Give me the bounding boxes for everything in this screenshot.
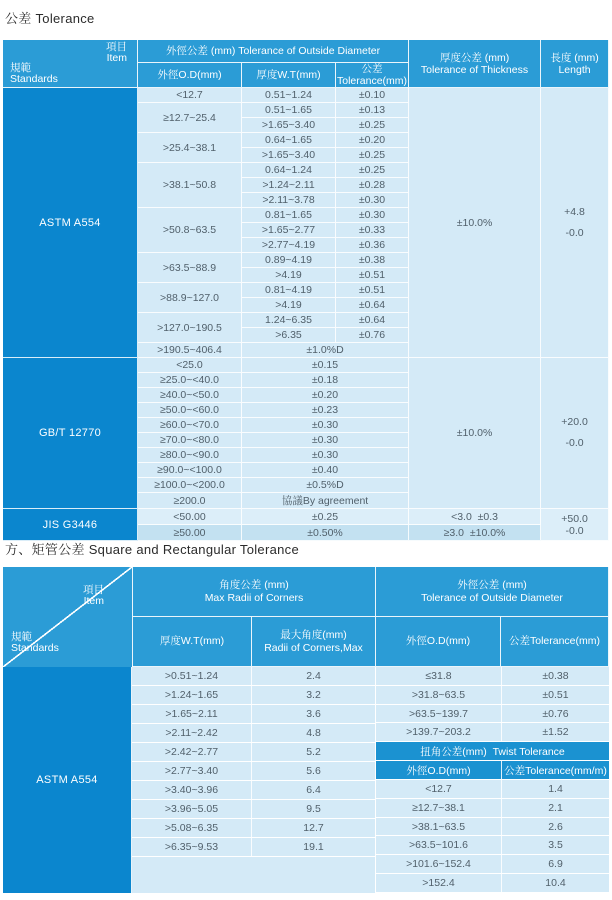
od-range-cell: >139.7~203.2 bbox=[376, 723, 501, 741]
length-value: -0.0 bbox=[565, 437, 584, 449]
thickness-tolerance-cell: <3.0 ±0.3 bbox=[409, 509, 541, 525]
od-range-cell: >31.8~63.5 bbox=[376, 686, 501, 704]
twist-tolerance-cell: 6.9 bbox=[501, 855, 609, 873]
radii-value-cell: 12.7 bbox=[251, 819, 375, 837]
length-value: +50.0 bbox=[561, 512, 588, 525]
twist-tolerance-cell: 3.5 bbox=[501, 836, 609, 854]
table-row bbox=[3, 358, 609, 373]
twist-subheader-row bbox=[376, 761, 609, 780]
wt-range-cell: >5.08~6.35 bbox=[132, 819, 251, 837]
table-row bbox=[376, 874, 609, 893]
tolerance-cell: ±0.13 bbox=[336, 103, 409, 118]
wt-range-cell: 0.64~1.65 bbox=[242, 133, 336, 148]
wt-radii-pane bbox=[132, 667, 375, 893]
tolerance-cell: ±0.23 bbox=[242, 403, 409, 418]
od-range-cell: >63.5~101.6 bbox=[376, 836, 501, 854]
wt-range-cell: >1.24~1.65 bbox=[132, 686, 251, 704]
tolerance-cell: ±0.18 bbox=[242, 373, 409, 388]
tolerance-cell: ±0.10 bbox=[336, 88, 409, 103]
table2-header bbox=[3, 567, 609, 667]
od-column-header: 外徑O.D(mm) bbox=[138, 63, 242, 88]
tolerance-column-header: 公差Tolerance(mm) bbox=[336, 63, 409, 88]
table-row bbox=[376, 836, 609, 855]
radii-value-cell: 6.4 bbox=[251, 781, 375, 799]
length-tolerance-cell bbox=[541, 358, 609, 509]
wt-range-cell: 0.51~1.24 bbox=[242, 88, 336, 103]
od-range-cell: ≥90.0~<100.0 bbox=[138, 463, 242, 478]
twist-tolerance-cell: 2.6 bbox=[501, 818, 609, 836]
tolerance-cell: ±0.64 bbox=[336, 298, 409, 313]
od-range-cell: >101.6~152.4 bbox=[376, 855, 501, 873]
tolerance-cell: ±0.30 bbox=[242, 418, 409, 433]
od-range-cell: >127.0~190.5 bbox=[138, 313, 242, 343]
wt-range-cell: >2.77~3.40 bbox=[132, 762, 251, 780]
standard-cell: ASTM A554 bbox=[3, 667, 132, 893]
length-tolerance-cell bbox=[541, 88, 609, 358]
table2-corner-cell bbox=[3, 567, 133, 667]
wt-range-cell: >1.24~2.11 bbox=[242, 178, 336, 193]
tolerance-cell: ±0.25 bbox=[336, 118, 409, 133]
thickness-tolerance-cell: ±10.0% bbox=[409, 358, 541, 509]
radii-value-cell: 3.2 bbox=[251, 686, 375, 704]
radii-column-header: 最大角度(mm) Radii of Corners,Max bbox=[252, 617, 376, 667]
standard-cell: JIS G3446 bbox=[3, 509, 138, 541]
od-range-cell: <12.7 bbox=[376, 780, 501, 798]
wt-range-cell: 0.51~1.65 bbox=[242, 103, 336, 118]
radii-value-cell: 5.2 bbox=[251, 743, 375, 761]
tolerance-cell: ±0.20 bbox=[242, 388, 409, 403]
od-range-cell: <50.00 bbox=[138, 509, 242, 525]
table-row bbox=[376, 705, 609, 724]
tolerance-cell: 協議By agreement bbox=[242, 493, 409, 509]
wt-range-cell: >2.42~2.77 bbox=[132, 743, 251, 761]
tolerance-column-header: 公差Tolerance(mm/m) bbox=[501, 761, 609, 779]
wt-range-cell: >6.35 bbox=[242, 328, 336, 343]
wt-column-header: 厚度W.T(mm) bbox=[133, 617, 252, 667]
wt-range-cell: >2.11~3.78 bbox=[242, 193, 336, 208]
od-range-cell: >38.1~63.5 bbox=[376, 818, 501, 836]
radii-value-cell: 9.5 bbox=[251, 800, 375, 818]
twist-tolerance-header bbox=[376, 742, 609, 761]
od-range-cell: ≥200.0 bbox=[138, 493, 242, 509]
od-range-cell: >190.5~406.4 bbox=[138, 343, 242, 358]
wt-range-cell: 1.24~6.35 bbox=[242, 313, 336, 328]
tolerance-cell: ±0.51 bbox=[336, 268, 409, 283]
tolerance-cell: ±0.20 bbox=[336, 133, 409, 148]
wt-range-cell: 0.64~1.24 bbox=[242, 163, 336, 178]
tolerance-cell: ±0.30 bbox=[242, 448, 409, 463]
standard-cell: ASTM A554 bbox=[3, 88, 138, 358]
wt-range-cell: >2.11~2.42 bbox=[132, 724, 251, 742]
tolerance-column-header: 公差Tolerance(mm) bbox=[501, 617, 609, 667]
radii-value-cell: 2.4 bbox=[251, 667, 375, 685]
od-range-cell: ≥60.0~<70.0 bbox=[138, 418, 242, 433]
table2-body bbox=[3, 667, 609, 893]
wt-range-cell: >1.65~3.40 bbox=[242, 148, 336, 163]
wt-range-cell: >2.77~4.19 bbox=[242, 238, 336, 253]
wt-range-cell: >3.40~3.96 bbox=[132, 781, 251, 799]
tolerance-cell: ±0.28 bbox=[336, 178, 409, 193]
od-tolerance-pane bbox=[375, 667, 609, 893]
tolerance-cell: ±1.52 bbox=[501, 723, 609, 741]
tolerance-cell: ±0.50% bbox=[242, 525, 409, 541]
table-row bbox=[3, 509, 609, 525]
table-row bbox=[376, 780, 609, 799]
wt-range-cell: >3.96~5.05 bbox=[132, 800, 251, 818]
table1-corner-cell bbox=[3, 40, 138, 88]
wt-range-cell: >4.19 bbox=[242, 298, 336, 313]
table-row bbox=[376, 723, 609, 742]
radii-group-header: 角度公差 (mm) Max Radii of Corners bbox=[133, 567, 376, 617]
length-value: +4.8 bbox=[564, 205, 585, 218]
tolerance-cell: ±0.38 bbox=[336, 253, 409, 268]
tolerance-cell: ±0.36 bbox=[336, 238, 409, 253]
wt-range-cell: >0.51~1.24 bbox=[132, 667, 251, 685]
tolerance-cell: ±0.25 bbox=[336, 163, 409, 178]
tolerance-cell: ±0.33 bbox=[336, 223, 409, 238]
od-range-cell: ≤31.8 bbox=[376, 667, 501, 685]
od-range-cell: >63.5~88.9 bbox=[138, 253, 242, 283]
tolerance-cell: ±0.30 bbox=[242, 433, 409, 448]
corner-standards-label: 規範 Standards bbox=[10, 62, 58, 85]
twist-tolerance-cell: 10.4 bbox=[501, 874, 609, 892]
table-row bbox=[132, 800, 375, 819]
section-title-tolerance: 公差 Tolerance bbox=[5, 11, 95, 26]
od-range-cell: ≥70.0~<80.0 bbox=[138, 433, 242, 448]
od-column-header: 外徑O.D(mm) bbox=[376, 761, 501, 779]
length-tolerance-cell bbox=[541, 509, 609, 541]
tolerance-cell: ±0.76 bbox=[336, 328, 409, 343]
tolerance-cell: ±0.25 bbox=[336, 148, 409, 163]
od-range-cell: >38.1~50.8 bbox=[138, 163, 242, 208]
od-range-cell: ≥40.0~<50.0 bbox=[138, 388, 242, 403]
table-row bbox=[376, 799, 609, 818]
od-range-cell: >63.5~139.7 bbox=[376, 705, 501, 723]
od-range-cell: >152.4 bbox=[376, 874, 501, 892]
empty-cell bbox=[132, 857, 375, 893]
table-row bbox=[132, 838, 375, 857]
wt-range-cell: >4.19 bbox=[242, 268, 336, 283]
tolerance-cell: ±0.30 bbox=[336, 193, 409, 208]
tolerance-cell: ±0.38 bbox=[501, 667, 609, 685]
od-range-cell: >88.9~127.0 bbox=[138, 283, 242, 313]
twist-tolerance-cell: 1.4 bbox=[501, 780, 609, 798]
tolerance-cell: ±0.76 bbox=[501, 705, 609, 723]
od-range-cell: ≥100.0~<200.0 bbox=[138, 478, 242, 493]
tolerance-table bbox=[3, 40, 609, 541]
wt-column-header: 厚度W.T(mm) bbox=[242, 63, 336, 88]
tolerance-cell: ±0.15 bbox=[242, 358, 409, 373]
length-header: 長度 (mm) Length bbox=[541, 40, 609, 88]
od-range-cell: ≥50.0~<60.0 bbox=[138, 403, 242, 418]
thickness-tolerance-header: 厚度公差 (mm) Tolerance of Thickness bbox=[409, 40, 541, 88]
wt-range-cell: >1.65~2.77 bbox=[242, 223, 336, 238]
radii-value-cell: 4.8 bbox=[251, 724, 375, 742]
thickness-tolerance-cell: ≥3.0 ±10.0% bbox=[409, 525, 541, 541]
tolerance-cell: ±0.25 bbox=[242, 509, 409, 525]
tolerance-cell: ±0.30 bbox=[336, 208, 409, 223]
od-range-cell: ≥25.0~<40.0 bbox=[138, 373, 242, 388]
table-row bbox=[376, 686, 609, 705]
table-row bbox=[132, 705, 375, 724]
table-row bbox=[132, 762, 375, 781]
table-row bbox=[132, 686, 375, 705]
od-column-header: 外徑O.D(mm) bbox=[376, 617, 501, 667]
radii-value-cell: 19.1 bbox=[251, 838, 375, 856]
table-row bbox=[132, 743, 375, 762]
od-tolerance-group-header: 外徑公差 (mm) Tolerance of Outside Diameter bbox=[138, 40, 409, 63]
corner-item-label: 項目 Item bbox=[106, 41, 127, 64]
thickness-tolerance-cell: ±10.0% bbox=[409, 88, 541, 358]
wt-range-cell: 0.89~4.19 bbox=[242, 253, 336, 268]
length-value: +20.0 bbox=[561, 416, 588, 428]
corner-item-label: 項目 Item bbox=[83, 584, 104, 607]
merged-tolerance-cell: ±1.0%D bbox=[242, 343, 409, 358]
tolerance-cell: ±0.64 bbox=[336, 313, 409, 328]
od-range-cell: <25.0 bbox=[138, 358, 242, 373]
wt-range-cell: 0.81~4.19 bbox=[242, 283, 336, 298]
wt-range-cell: 0.81~1.65 bbox=[242, 208, 336, 223]
wt-range-cell: >1.65~3.40 bbox=[242, 118, 336, 133]
tolerance-cell: ±0.40 bbox=[242, 463, 409, 478]
twist-tolerance-title: 扭角公差(mm) Twist Tolerance bbox=[376, 742, 609, 760]
tolerance-cell: ±0.51 bbox=[501, 686, 609, 704]
section-title-square-rectangular: 方、矩管公差 Square and Rectangular Tolerance bbox=[5, 542, 299, 557]
od-tolerance-group-header: 外徑公差 (mm) Tolerance of Outside Diameter bbox=[376, 567, 609, 617]
table-row bbox=[376, 818, 609, 837]
radii-value-cell: 3.6 bbox=[251, 705, 375, 723]
od-range-cell: ≥12.7~38.1 bbox=[376, 799, 501, 817]
twist-tolerance-cell: 2.1 bbox=[501, 799, 609, 817]
table-row bbox=[132, 819, 375, 838]
od-range-cell: <12.7 bbox=[138, 88, 242, 103]
wt-range-cell: >6.35~9.53 bbox=[132, 838, 251, 856]
table-row bbox=[376, 667, 609, 686]
tolerance-cell: ±0.51 bbox=[336, 283, 409, 298]
length-value: -0.0 bbox=[565, 524, 584, 537]
od-range-cell: ≥80.0~<90.0 bbox=[138, 448, 242, 463]
tolerance-cell: ±0.5%D bbox=[242, 478, 409, 493]
od-range-cell: ≥50.00 bbox=[138, 525, 242, 541]
wt-range-cell: >1.65~2.11 bbox=[132, 705, 251, 723]
length-value: -0.0 bbox=[565, 226, 584, 239]
table-row bbox=[132, 667, 375, 686]
od-range-cell: >50.8~63.5 bbox=[138, 208, 242, 253]
corner-standards-label: 規範 Standards bbox=[11, 631, 59, 654]
table-row bbox=[3, 88, 609, 103]
table-row bbox=[376, 855, 609, 874]
radii-value-cell: 5.6 bbox=[251, 762, 375, 780]
od-range-cell: ≥12.7~25.4 bbox=[138, 103, 242, 133]
standard-cell: GB/T 12770 bbox=[3, 358, 138, 509]
table-row bbox=[132, 781, 375, 800]
table-row bbox=[132, 724, 375, 743]
square-rectangular-table bbox=[3, 567, 609, 893]
od-range-cell: >25.4~38.1 bbox=[138, 133, 242, 163]
